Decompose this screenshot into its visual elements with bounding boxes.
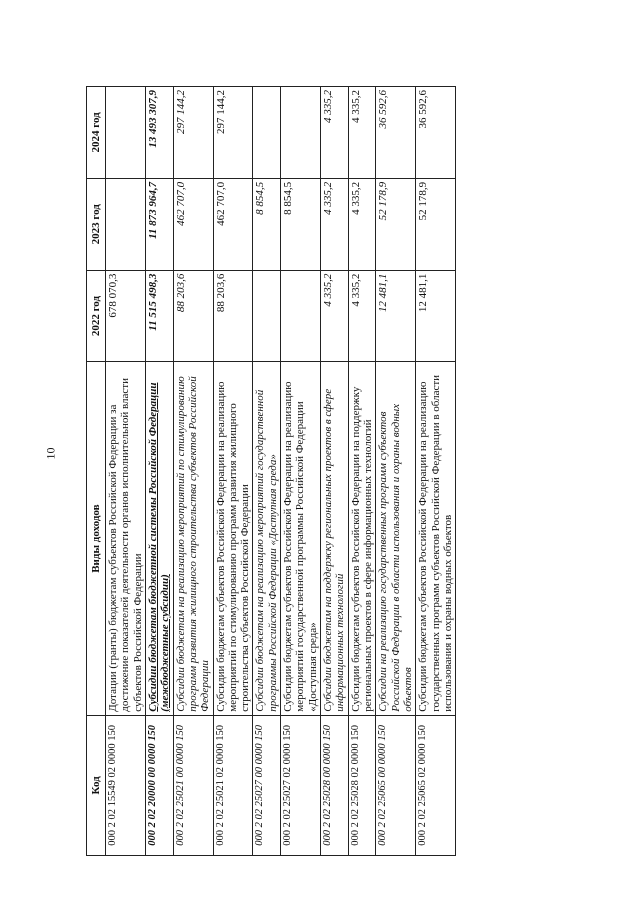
row-2023: 462 707,0 <box>213 178 253 270</box>
row-2024: 4 335,2 <box>348 87 376 179</box>
row-2023: 8 854,5 <box>281 178 321 270</box>
row-2022: 88 203,6 <box>213 270 253 362</box>
table-row <box>376 87 416 856</box>
row-2022: 88 203,6 <box>173 270 213 362</box>
page-number: 10 <box>43 447 58 460</box>
row-2023: 52 178,9 <box>416 178 456 270</box>
table-row <box>348 87 376 856</box>
row-2023 <box>106 178 146 270</box>
table-row <box>106 87 146 856</box>
row-code: 000 2 02 20000 00 0000 150 <box>145 715 173 855</box>
row-2022 <box>281 270 321 362</box>
table-row <box>145 87 173 856</box>
row-name: Субсидии бюджетам на реализацию мероприятий по стимулированию программ развития жилищного строительства субъектов Российской Федерации <box>173 362 213 715</box>
header-code: Код <box>87 715 106 855</box>
row-2024 <box>253 87 281 179</box>
row-2022: 11 515 498,3 <box>145 270 173 362</box>
row-code: 000 2 02 25027 02 0000 150 <box>281 715 321 855</box>
row-2022: 12 481,1 <box>416 270 456 362</box>
row-2024: 4 335,2 <box>321 87 349 179</box>
row-2023: 8 854,5 <box>253 178 281 270</box>
row-2023: 4 335,2 <box>321 178 349 270</box>
row-2022: 678 070,3 <box>106 270 146 362</box>
row-code: 000 2 02 25028 02 0000 150 <box>348 715 376 855</box>
revenue-table-container <box>86 86 552 856</box>
row-code: 000 2 02 25021 02 0000 150 <box>213 715 253 855</box>
row-code: 000 2 02 25065 02 0000 150 <box>416 715 456 855</box>
row-code: 000 2 02 25027 00 0000 150 <box>253 715 281 855</box>
row-2024: 36 592,6 <box>376 87 416 179</box>
row-name: Субсидии бюджетам субъектов Российской Федерации на реализацию мероприятий государственной программы Российской Федерации «Доступная среда» <box>281 362 321 715</box>
row-code: 000 2 02 15549 02 0000 150 <box>106 715 146 855</box>
row-2024: 36 592,6 <box>416 87 456 179</box>
row-2022: 4 335,2 <box>321 270 349 362</box>
row-name: Субсидии бюджетам субъектов Российской Федерации на реализацию мероприятий по стимулированию программ развития жилищного строительства субъектов Российской Федерации <box>213 362 253 715</box>
row-name-text: Субсидии бюджетам бюджетной системы Российской Федерации (межбюджетные субсидии) <box>146 382 172 712</box>
row-2024: 297 144,2 <box>213 87 253 179</box>
row-name <box>145 362 173 715</box>
row-2022: 4 335,2 <box>348 270 376 362</box>
header-2024: 2024 год <box>87 87 106 179</box>
row-2023: 462 707,0 <box>173 178 213 270</box>
table-row <box>213 87 253 856</box>
row-2022 <box>253 270 281 362</box>
row-name: Дотации (гранты) бюджетам субъектов Российской Федерации за достижение показателей деятельности органов исполнительной власти субъектов Российской Федерации <box>106 362 146 715</box>
row-2023: 4 335,2 <box>348 178 376 270</box>
row-code: 000 2 02 25021 00 0000 150 <box>173 715 213 855</box>
row-name: Субсидии бюджетам на реализацию мероприятий государственной программы Российской Федерации «Доступная среда» <box>253 362 281 715</box>
row-name: Субсидии бюджетам субъектов Российской Федерации на реализацию государственных программ субъектов Российской Федерации в области использования и охраны водных объектов <box>416 362 456 715</box>
revenue-table <box>86 86 456 856</box>
table-row <box>253 87 281 856</box>
row-2024: 297 144,2 <box>173 87 213 179</box>
row-2024 <box>281 87 321 179</box>
row-name: Субсидии на реализацию государственных программ субъектов Российской Федерации в области использования и охраны водных объектов <box>376 362 416 715</box>
table-header-row <box>87 87 106 856</box>
table-row <box>173 87 213 856</box>
row-code: 000 2 02 25028 00 0000 150 <box>321 715 349 855</box>
row-2023: 11 873 964,7 <box>145 178 173 270</box>
table-row <box>416 87 456 856</box>
header-name: Виды доходов <box>87 362 106 715</box>
row-name: Субсидии бюджетам субъектов Российской Федерации на поддержку региональных проектов в сфере информационных технологий <box>348 362 376 715</box>
header-2022: 2022 год <box>87 270 106 362</box>
table-body <box>106 87 456 856</box>
table-row <box>281 87 321 856</box>
header-2023: 2023 год <box>87 178 106 270</box>
row-2022: 12 481,1 <box>376 270 416 362</box>
row-name: Субсидии бюджетам на поддержку региональных проектов в сфере информационных технологий <box>321 362 349 715</box>
row-2023: 52 178,9 <box>376 178 416 270</box>
table-row <box>321 87 349 856</box>
row-code: 000 2 02 25065 00 0000 150 <box>376 715 416 855</box>
row-2024: 13 493 307,9 <box>145 87 173 179</box>
row-2024 <box>106 87 146 179</box>
